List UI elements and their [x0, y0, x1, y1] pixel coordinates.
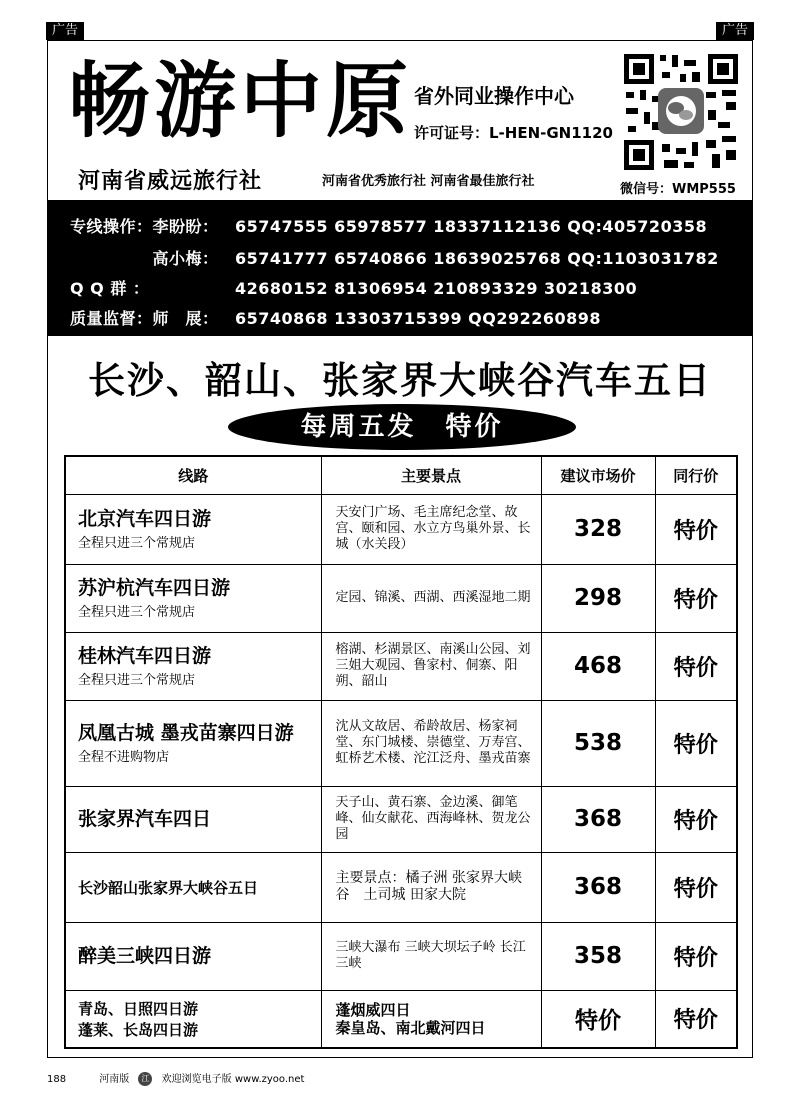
route-name: 长沙韶山张家界大峡谷五日 — [78, 878, 259, 897]
license-number: 许可证号：L-HEN-GN1120 — [414, 124, 613, 142]
headline: 长沙、韶山、张家界大峡谷汽车五日 — [88, 359, 712, 402]
market-price: 368 — [541, 852, 655, 922]
route-cell — [65, 990, 321, 1048]
route-cell — [65, 632, 321, 700]
market-price: 328 — [541, 494, 655, 564]
peer-price: 特价 — [655, 632, 737, 700]
sights-cell — [321, 990, 541, 1048]
route-name: 苏沪杭汽车四日游 — [78, 576, 231, 599]
brand-name: 畅游中原 — [68, 54, 413, 149]
route-cell — [65, 494, 321, 564]
market-price: 468 — [541, 632, 655, 700]
route-name-2: 蓬莱、长岛四日游 — [78, 1020, 199, 1039]
market-price: 538 — [541, 700, 655, 786]
market-price: 358 — [541, 922, 655, 990]
sights-cell: 定园、锦溪、西湖、西溪湿地二期 — [321, 564, 541, 632]
header-market-price: 建议市场价 — [541, 456, 655, 494]
contact-label: 高小梅： — [70, 249, 219, 268]
ad-label-left: 广告 — [46, 22, 84, 40]
table-row — [65, 786, 737, 852]
contact-value: 65747555 65978577 18337112136 QQ:405720358 — [235, 217, 708, 236]
weekly-special-badge: 每周五发 特价 — [228, 404, 576, 450]
table-row — [65, 852, 737, 922]
sights-line-2: 秦皇岛、南北戴河四日 — [335, 1018, 486, 1037]
contact-value: 65741777 65740866 18639025768 QQ:1103031782 — [235, 249, 719, 268]
page-number: 188 — [47, 1074, 67, 1085]
sights-cell: 主要景点：橘子洲 张家界大峡谷 土司城 田家大院 — [321, 852, 541, 922]
route-table — [64, 455, 738, 1049]
peer-price: 特价 — [655, 922, 737, 990]
awards-text: 河南省优秀旅行社 河南省最佳旅行社 — [322, 174, 535, 189]
peer-price: 特价 — [655, 494, 737, 564]
peer-price: 特价 — [655, 700, 737, 786]
table-row — [65, 632, 737, 700]
wechat-id: 微信号：WMP555 — [620, 182, 736, 197]
contact-panel — [48, 200, 752, 336]
route-cell — [65, 564, 321, 632]
route-note: 全程只进三个常规店 — [78, 672, 196, 688]
route-note: 全程只进三个常规店 — [78, 604, 196, 620]
contact-value: 42680152 81306954 210893329 30218300 — [235, 279, 638, 298]
route-cell — [65, 922, 321, 990]
page-footer — [47, 1070, 304, 1086]
table-row — [65, 564, 737, 632]
header-route: 线路 — [65, 456, 321, 494]
route-note: 全程不进购物店 — [78, 749, 170, 765]
peer-price: 特价 — [655, 990, 737, 1048]
route-cell — [65, 852, 321, 922]
contact-row — [70, 276, 637, 299]
table-row — [65, 990, 737, 1048]
route-note: 全程只进三个常规店 — [78, 535, 196, 551]
sights-cell: 天子山、黄石寨、金边溪、御笔峰、仙女献花、西海峰林、贺龙公园 — [321, 786, 541, 852]
table-header-row — [65, 456, 737, 494]
footer-url[interactable]: www.zyoo.net — [234, 1074, 305, 1085]
contact-row — [70, 214, 707, 237]
sights-cell: 天安门广场、毛主席纪念堂、故宫、颐和园、水立方鸟巢外景、长城（水关段） — [321, 494, 541, 564]
peer-price: 特价 — [655, 786, 737, 852]
header-sights: 主要景点 — [321, 456, 541, 494]
contact-label: 专线操作：李盼盼： — [70, 217, 219, 236]
market-price: 298 — [541, 564, 655, 632]
magazine-logo-icon: 江 — [138, 1072, 152, 1086]
qr-code-icon[interactable] — [622, 52, 740, 172]
table-row — [65, 494, 737, 564]
edition-label: 河南版 — [99, 1074, 130, 1085]
contact-row — [70, 246, 719, 269]
market-price: 特价 — [541, 990, 655, 1048]
company-name: 河南省威远旅行社 — [78, 169, 263, 194]
header-peer-price: 同行价 — [655, 456, 737, 494]
route-name: 张家界汽车四日 — [78, 808, 212, 830]
sights-cell: 沈从文故居、希龄故居、杨家祠堂、东门城楼、崇德堂、万寿宫、虹桥艺术楼、沱江泛舟、墨戎苗寨 — [321, 700, 541, 786]
route-cell — [65, 700, 321, 786]
route-name: 凤凰古城 墨戎苗寨四日游 — [78, 721, 294, 744]
ad-label-right: 广告 — [716, 22, 754, 40]
peer-price: 特价 — [655, 564, 737, 632]
sights-cell: 三峡大瀑布 三峡大坝坛子岭 长江三峡 — [321, 922, 541, 990]
contact-value: 65740868 13303715399 QQ292260898 — [235, 309, 602, 328]
route-name: 桂林汽车四日游 — [78, 644, 212, 667]
sights-cell: 榕湖、杉湖景区、南溪山公园、刘三姐大观园、鲁家村、侗寨、阳朔、韶山 — [321, 632, 541, 700]
route-name: 北京汽车四日游 — [78, 507, 212, 530]
sights-line: 蓬烟威四日 — [335, 1000, 411, 1019]
route-name: 醉美三峡四日游 — [78, 945, 212, 967]
table-row — [65, 700, 737, 786]
contact-row — [70, 306, 601, 329]
operation-center-title: 省外同业操作中心 — [414, 84, 574, 108]
peer-price: 特价 — [655, 852, 737, 922]
route-cell — [65, 786, 321, 852]
market-price: 368 — [541, 786, 655, 852]
contact-label: 质量监督：师 展： — [70, 309, 219, 328]
contact-label: Q Q 群 ： — [70, 279, 150, 298]
table-row — [65, 922, 737, 990]
route-name: 青岛、日照四日游 — [78, 999, 199, 1018]
footer-text: 欢迎浏览电子版 — [161, 1074, 232, 1085]
